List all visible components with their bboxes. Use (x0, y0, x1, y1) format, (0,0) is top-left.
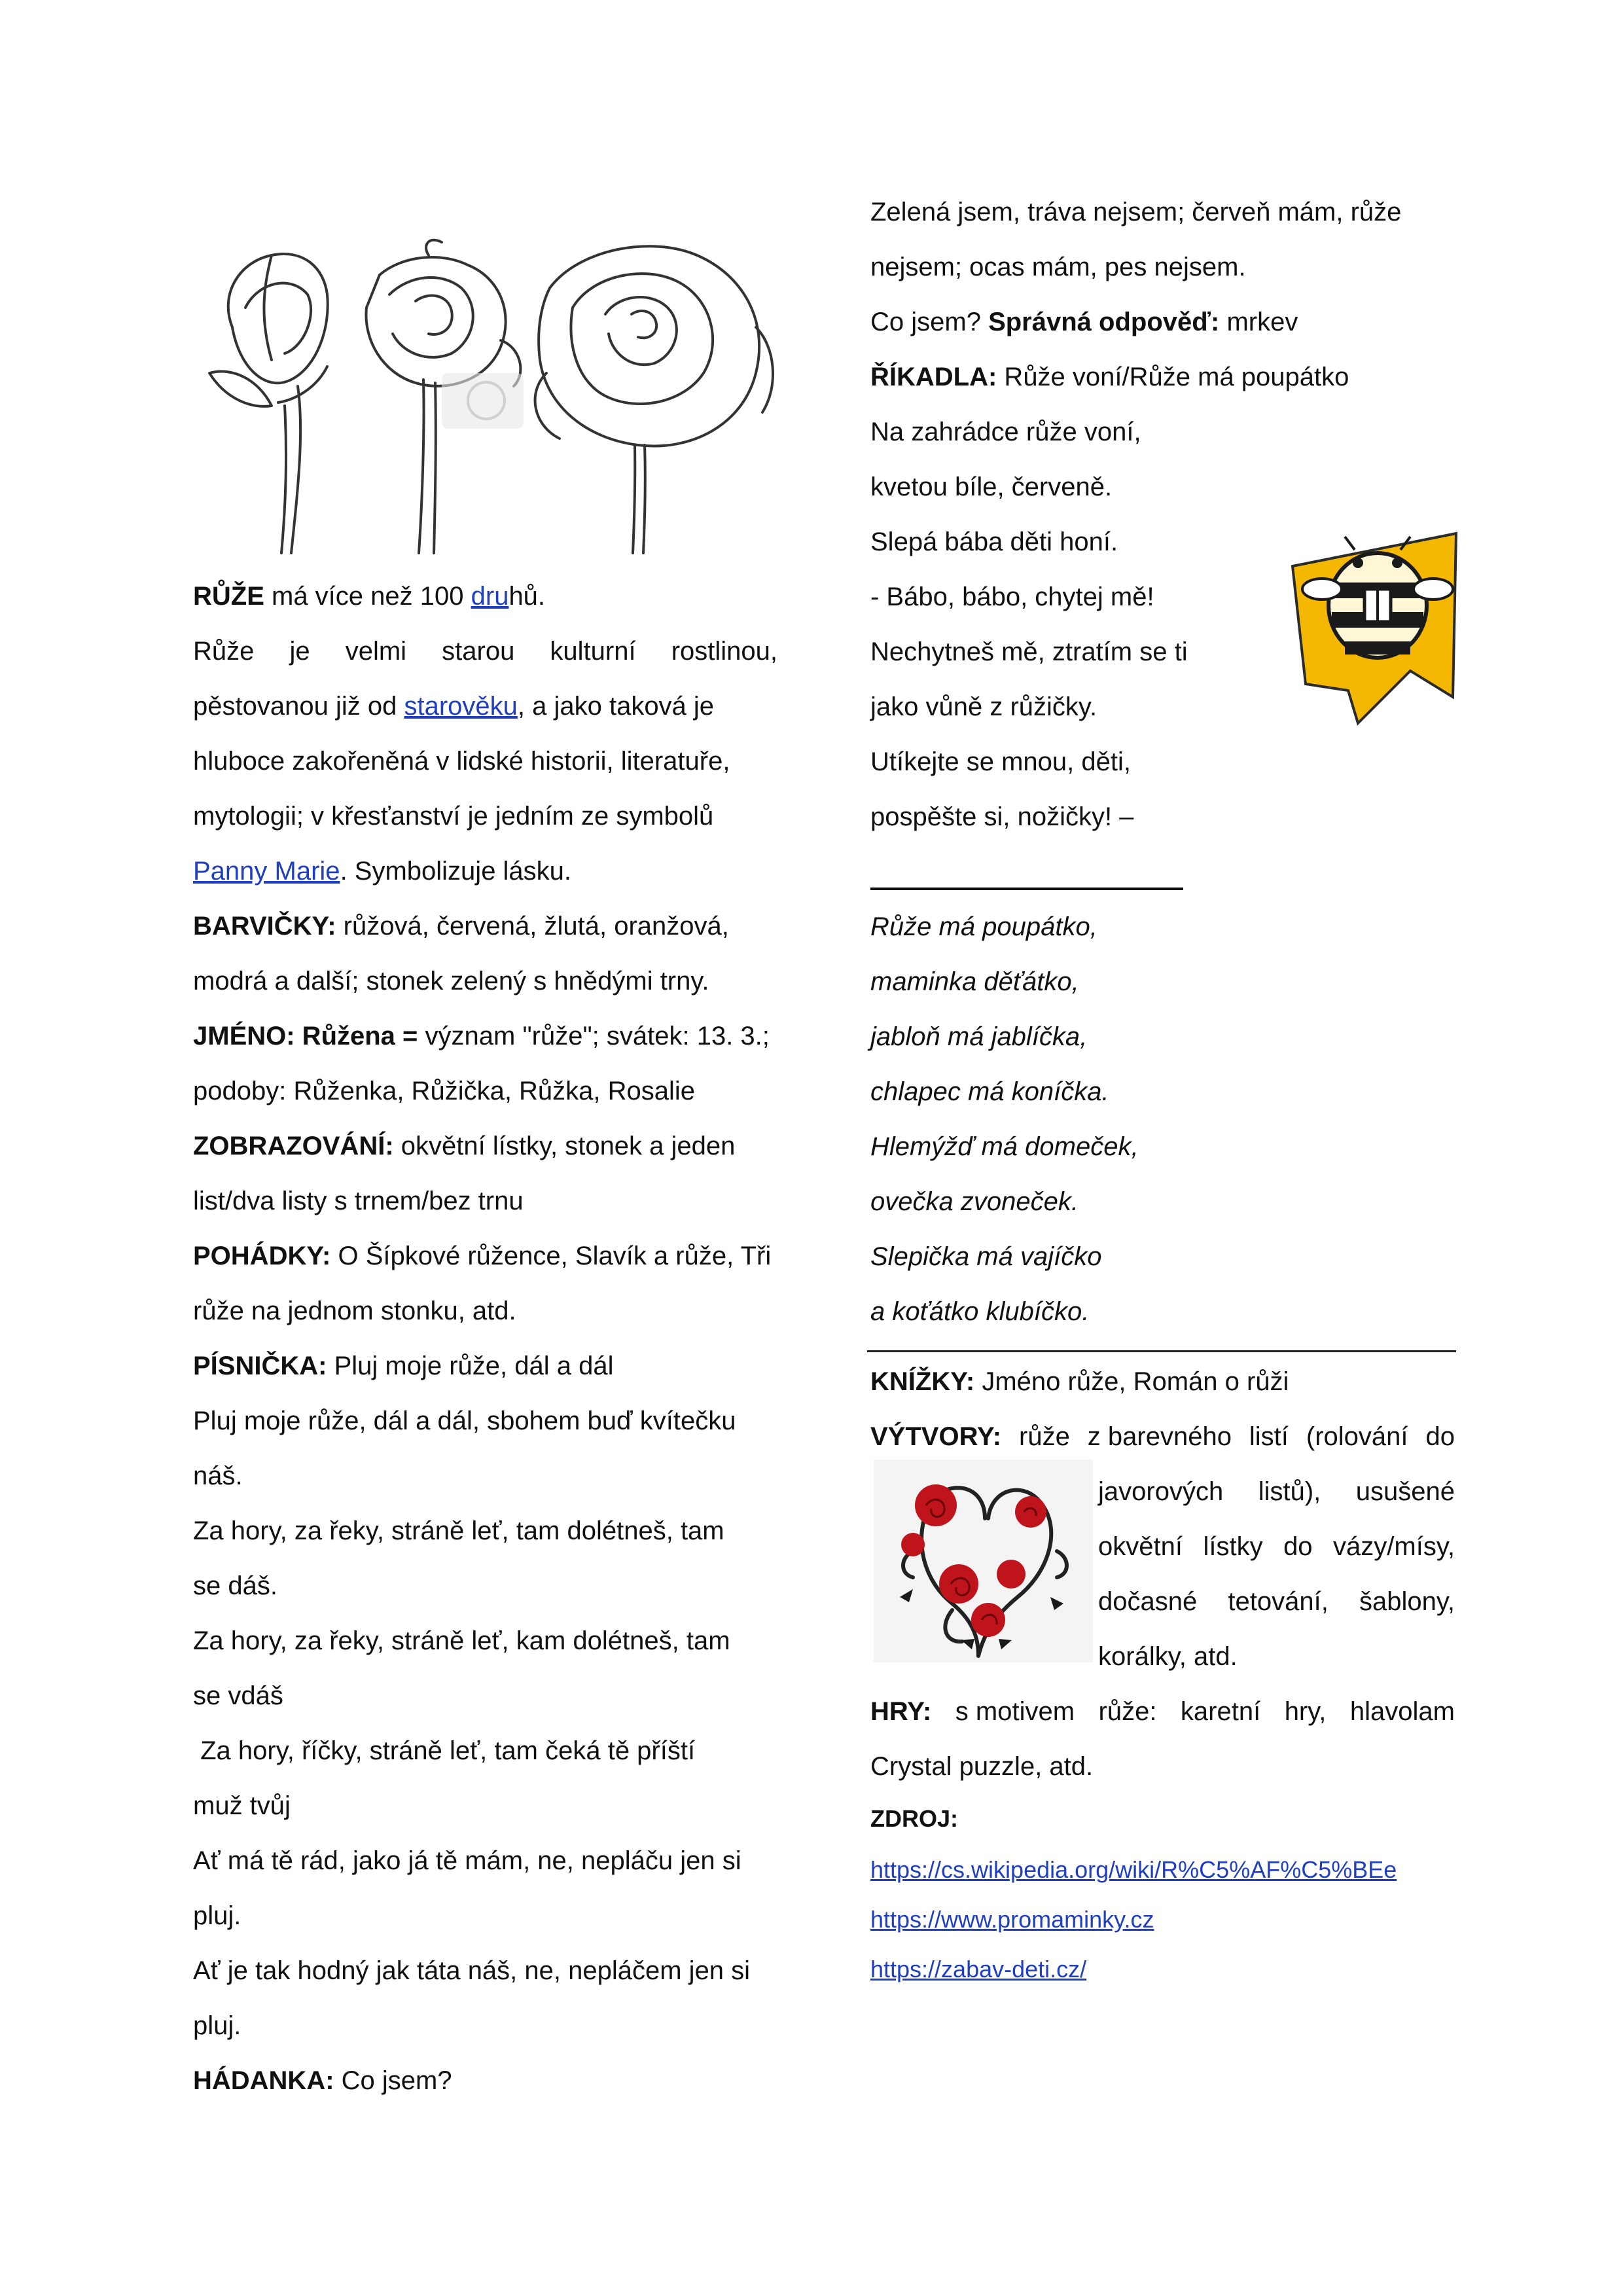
bee-badge-icon (1279, 527, 1463, 730)
source-link[interactable]: https://cs.wikipedia.org/wiki/R%C5%AF%C5%BEe (870, 1856, 1397, 1883)
paragraph-line (193, 624, 777, 679)
riddle-line: nejsem; ocas mám, pes nejsem. (870, 253, 1246, 281)
section-divider (867, 1350, 1456, 1352)
text: Co jsem? (334, 2066, 452, 2095)
hry-label: HRY: (870, 1697, 932, 1726)
word: dočasné (1098, 1587, 1198, 1616)
word: velmi (345, 637, 407, 666)
poem-line: jabloň má jablíčka, (870, 1022, 1088, 1051)
vytvory-line (1098, 1519, 1455, 1574)
song-line: Ať je tak hodný jak táta náš, ne, nepláčem jen si (193, 1956, 751, 1985)
jmeno-line (193, 1009, 770, 1064)
word: listí (1249, 1422, 1289, 1451)
text: Pluj moje růže, dál a dál (327, 1352, 614, 1380)
rhyme-line: Nechytneš mě, ztratím se ti (870, 637, 1188, 666)
rhyme-line: kvetou bíle, červeně. (870, 473, 1113, 501)
text: , a jako taková je (517, 692, 715, 721)
song-line: Za hory, za řeky, stráně leť, tam dolétneš, tam (193, 1516, 724, 1545)
knizky-line (870, 1354, 1289, 1409)
pohadky-label: POHÁDKY: (193, 1242, 331, 1270)
roses-intro-line (193, 569, 545, 624)
hadanka-label: HÁDANKA: (193, 2066, 334, 2095)
paragraph-line: list/dva listy s trnem/bez trnu (193, 1187, 524, 1215)
word: s motivem (955, 1697, 1075, 1726)
paragraph-line (193, 679, 714, 734)
text: . Symbolizuje lásku. (340, 857, 572, 886)
link-druhu[interactable]: dru (471, 582, 509, 611)
paragraph-line: hluboce zakořeněná v lidské historii, literatuře, (193, 747, 730, 776)
song-line: pluj. (193, 2011, 241, 2040)
rose-drawing (193, 216, 782, 556)
word: javorových (1098, 1477, 1224, 1506)
answer-label: Správná odpověď: (988, 308, 1220, 336)
song-line: muž tvůj (193, 1791, 291, 1820)
paragraph-line (193, 844, 571, 899)
rikadla-label: ŘÍKADLA: (870, 363, 997, 391)
word: růže: (1098, 1697, 1157, 1726)
word: hlavolam (1349, 1697, 1455, 1726)
word: vázy/mísy, (1333, 1532, 1455, 1561)
word: lístky (1203, 1532, 1263, 1561)
poem-line: Růže má poupátko, (870, 912, 1097, 941)
barvicky-line (193, 899, 729, 954)
paragraph-line: modrá a další; stonek zelený s hnědými trny. (193, 967, 709, 996)
text: růžová, červená, žlutá, oranžová, (336, 912, 729, 941)
text: okvětní lístky, stonek a jeden (393, 1132, 736, 1160)
word: listů), (1258, 1477, 1321, 1506)
riddle-line: Zelená jsem, tráva nejsem; červeň mám, růže (870, 198, 1402, 226)
source-link[interactable]: https://www.promaminky.cz (870, 1906, 1154, 1933)
poem-line: Hlemýžď má domeček, (870, 1132, 1139, 1161)
rhyme-line: Na zahrádce růže voní, (870, 418, 1141, 446)
vytvory-line (1098, 1574, 1455, 1629)
rhyme-line: Slepá bába děti honí. (870, 528, 1118, 556)
link-panny-marie[interactable]: Panny Marie (193, 857, 340, 886)
text: Co jsem? (870, 308, 989, 336)
song-line: Za hory, říčky, stráně leť, tam čeká tě příští (193, 1736, 696, 1765)
vytvory-label: VÝTVORY: (870, 1422, 1002, 1451)
song-line: Za hory, za řeky, stráně leť, kam dolétneš, tam (193, 1626, 730, 1655)
answer-value: mrkev (1219, 308, 1298, 336)
word: usušené (1355, 1477, 1455, 1506)
paragraph-line: mytologii; v křesťanství je jedním ze symbolů (193, 802, 714, 831)
poem-line: ovečka zvoneček. (870, 1187, 1079, 1216)
word: okvětní (1098, 1532, 1183, 1561)
knizky-label: KNÍŽKY: (870, 1367, 975, 1396)
text: význam "růže"; svátek: 13. 3.; (418, 1022, 770, 1050)
hadanka-line (193, 2053, 452, 2108)
vytvory-line: korálky, atd. (1098, 1642, 1238, 1671)
song-line: se dáš. (193, 1571, 277, 1600)
word: karetní (1180, 1697, 1261, 1726)
song-line: náš. (193, 1462, 243, 1490)
pohadky-line (193, 1229, 771, 1283)
rhyme-line: pospěšte si, nožičky! – (870, 802, 1134, 831)
poem-line: maminka děťátko, (870, 967, 1079, 996)
word: starou (442, 637, 515, 666)
hry-line (870, 1684, 1455, 1739)
fill-in-blank-rule (870, 888, 1183, 890)
text: O Šípkové růžence, Slavík a růže, Tři (330, 1242, 772, 1270)
word: rostlinou, (671, 637, 777, 666)
pisnicka-line (193, 1338, 613, 1393)
answer-line (870, 295, 1298, 350)
word: Růže (193, 637, 255, 666)
word: hry, (1284, 1697, 1327, 1726)
word: je (289, 637, 310, 666)
poem-line: Slepička má vajíčko (870, 1242, 1102, 1271)
word: růže (1019, 1422, 1070, 1451)
paragraph-line: růže na jednom stonku, atd. (193, 1297, 516, 1325)
intro-text: má více než 100 (264, 582, 471, 611)
song-line: pluj. (193, 1901, 241, 1930)
zdroj-label: ZDROJ: (870, 1805, 958, 1832)
word: do (1425, 1422, 1455, 1451)
hry-line: Crystal puzzle, atd. (870, 1752, 1094, 1781)
word: šablony, (1359, 1587, 1455, 1616)
source-link[interactable]: https://zabav-deti.cz/ (870, 1956, 1087, 1982)
barvicky-label: BARVIČKY: (193, 912, 336, 941)
song-line: Pluj moje růže, dál a dál, sbohem buď kvítečku (193, 1407, 736, 1435)
poem-line: a koťátko klubíčko. (870, 1297, 1090, 1326)
vytvory-line (870, 1409, 1455, 1464)
zobrazovani-line (193, 1119, 735, 1174)
word: z barevného (1087, 1422, 1232, 1451)
poem-line: chlapec má koníčka. (870, 1077, 1109, 1106)
word: tetování, (1228, 1587, 1329, 1616)
song-line: Ať má tě rád, jako já tě mám, ne, nepláču jen si (193, 1846, 741, 1875)
pisnicka-label: PÍSNIČKA: (193, 1352, 327, 1380)
paragraph-line: podoby: Růženka, Růžička, Růžka, Rosalie (193, 1077, 696, 1105)
text: Jméno růže, Román o růži (974, 1367, 1289, 1396)
zobrazovani-label: ZOBRAZOVÁNÍ: (193, 1132, 394, 1160)
vytvory-line (1098, 1464, 1455, 1519)
rhyme-line: jako vůně z růžičky. (870, 692, 1097, 721)
ruze-heading: RŮŽE (193, 582, 264, 611)
rikadla-line (870, 350, 1349, 404)
word: (rolování (1306, 1422, 1408, 1451)
text: Růže voní/Růže má poupátko (997, 363, 1349, 391)
link-staroveku[interactable]: starověku (404, 692, 518, 721)
intro-text-end: hů. (508, 582, 546, 611)
word: do (1283, 1532, 1313, 1561)
rose-heart-vine-icon (874, 1460, 1093, 1662)
word: kulturní (550, 637, 636, 666)
rhyme-line: - Bábo, bábo, chytej mě! (870, 583, 1154, 611)
rhyme-line: Utíkejte se mnou, děti, (870, 747, 1131, 776)
jmeno-label: JMÉNO: Růžena = (193, 1022, 418, 1050)
song-line: se vdáš (193, 1681, 283, 1710)
text: pěstovanou již od (193, 692, 404, 721)
